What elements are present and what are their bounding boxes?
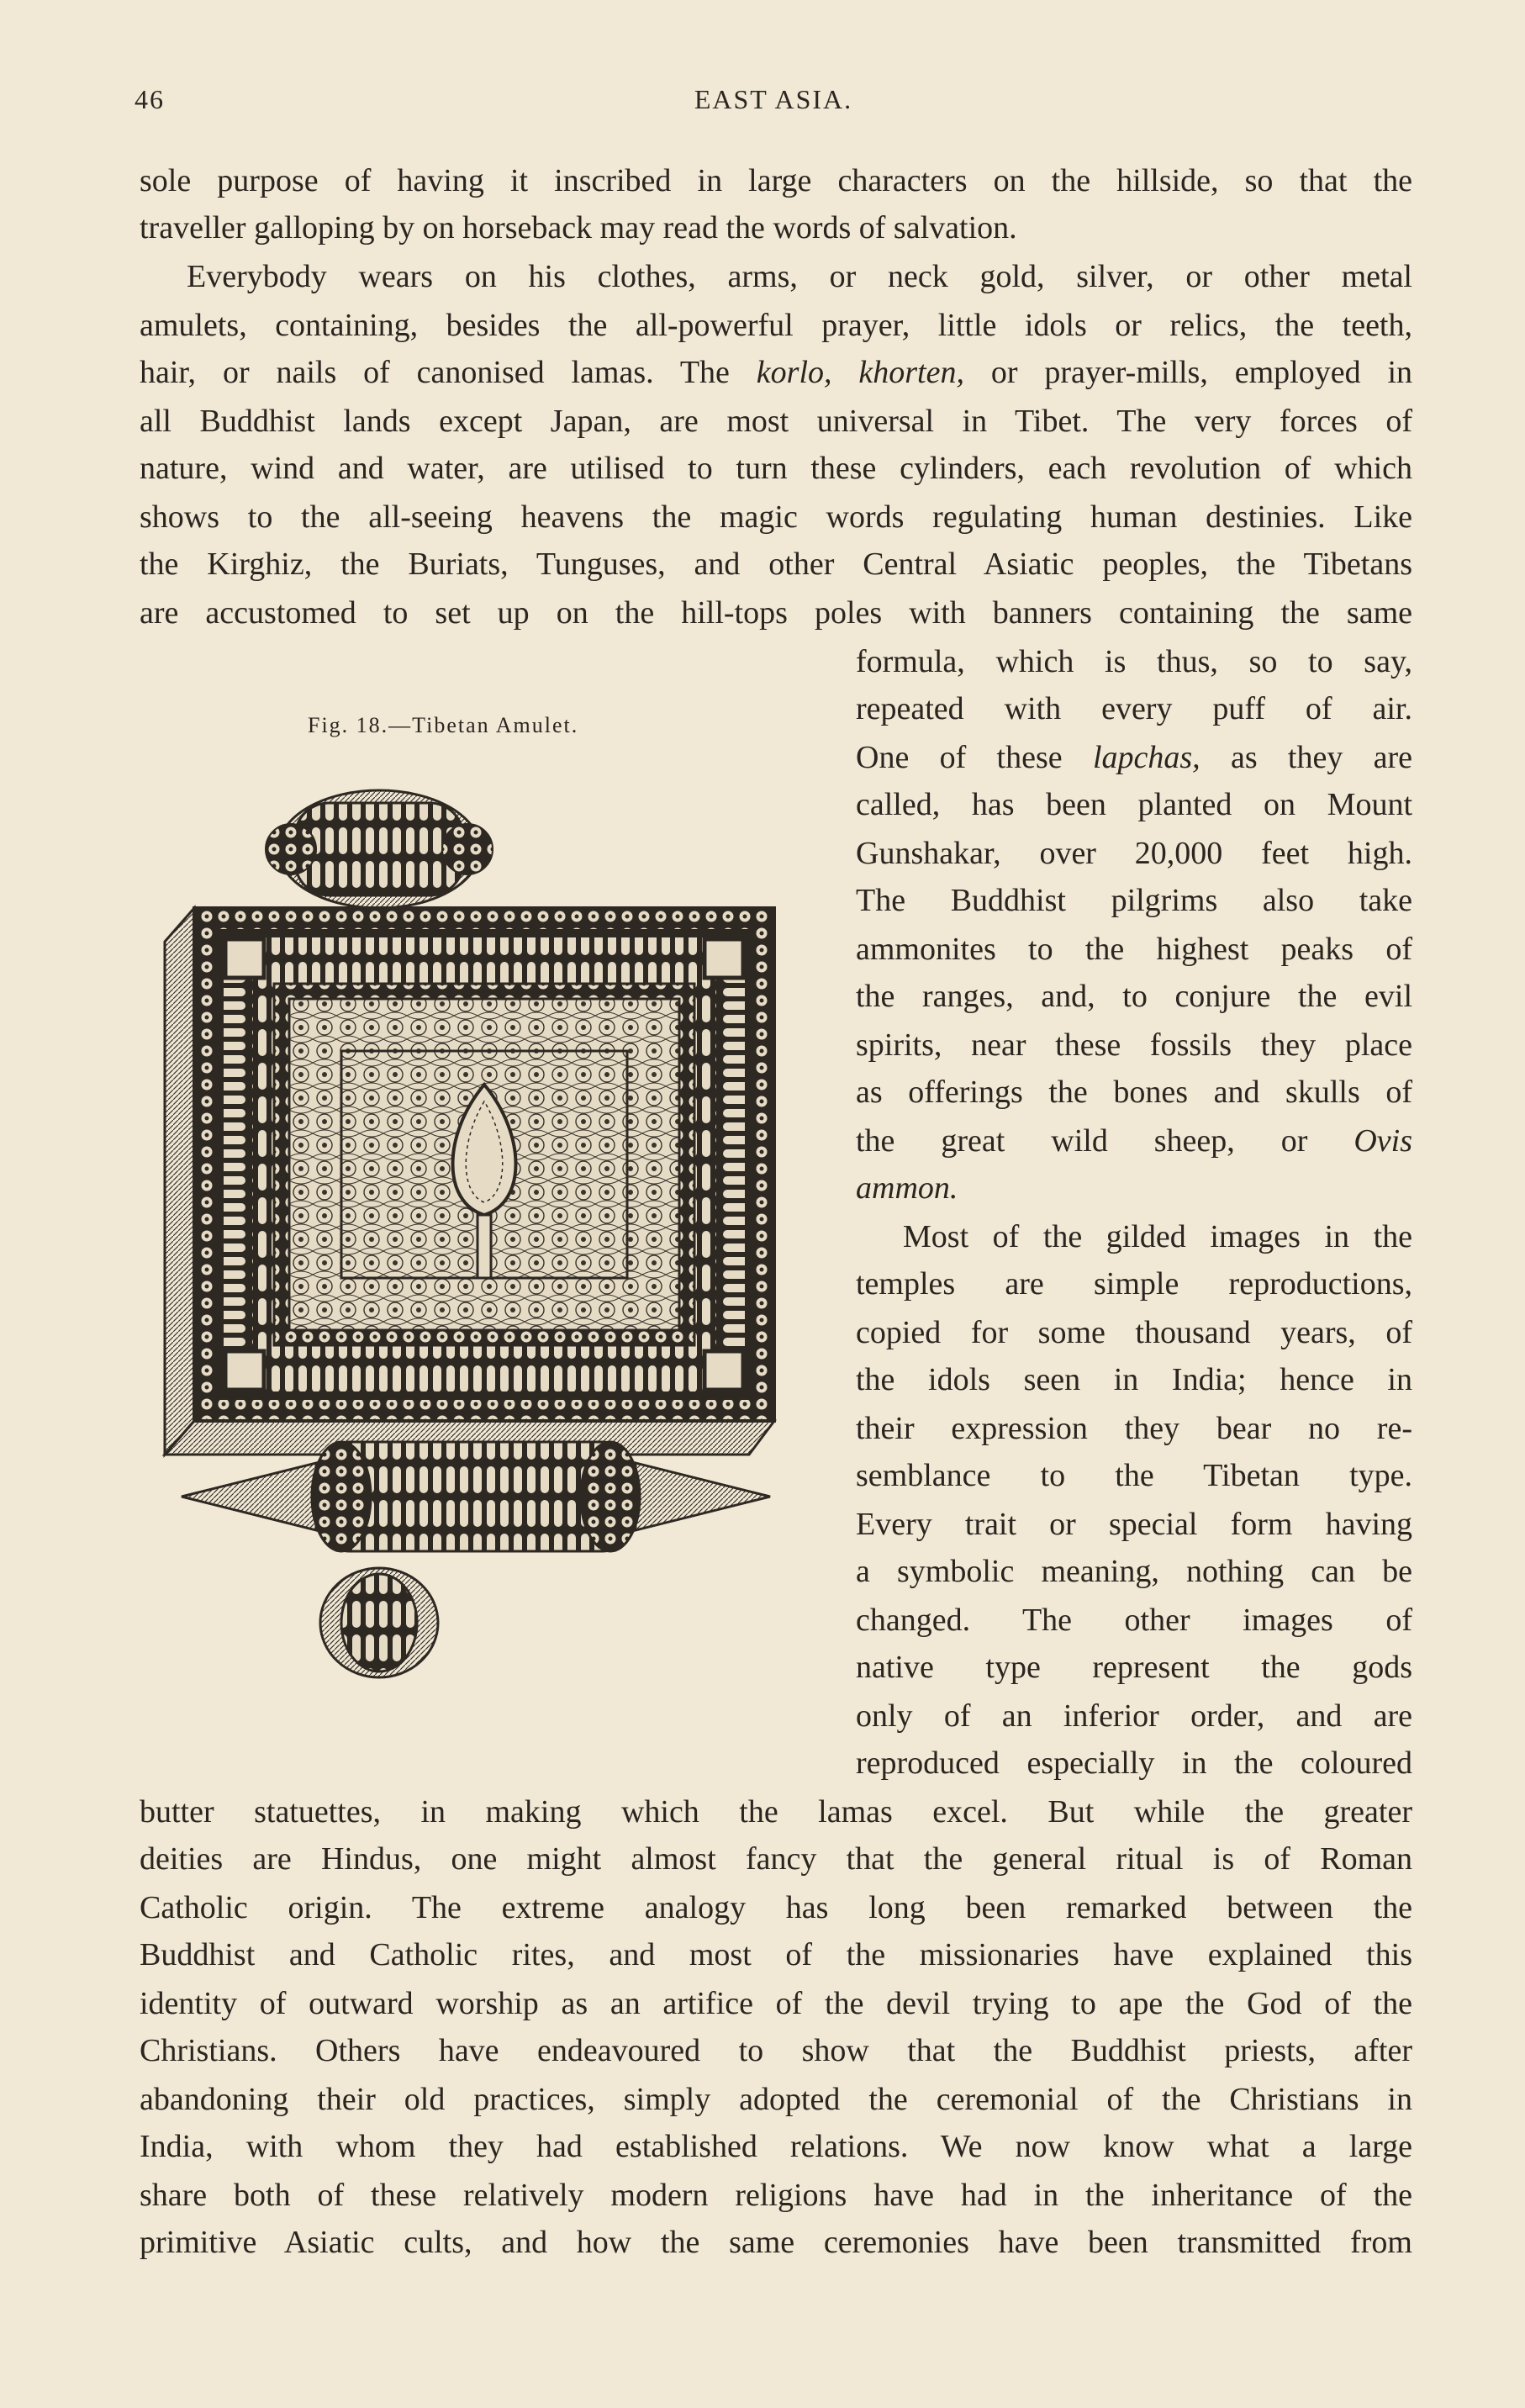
text-segment: or prayer-mills, employed in	[990, 355, 1413, 390]
top-ring	[266, 790, 493, 908]
text-line: butter statuettes, in making which the lamas excel. But while the greater	[140, 1794, 1412, 1830]
text-line: nature, wind and water, are utilised to turn these cylinders, each revolution of which	[140, 451, 1412, 486]
text-line: deities are Hindus, one might almost fancy that the general ritual is of Roman	[140, 1841, 1412, 1877]
text-line: as offerings the bones and skulls of	[856, 1075, 1412, 1110]
text-line: Everybody wears on his clothes, arms, or neck gold, silver, or other metal	[187, 259, 1412, 294]
text-line: shows to the all-seeing heavens the magic words regulating human destinies. Like	[140, 499, 1412, 535]
text-line	[140, 348, 1412, 397]
text-segment: hair, or nails of canonised lamas. The	[140, 355, 730, 390]
text-line: formula, which is thus, so to say,	[856, 644, 1412, 679]
text-line: only of an inferior order, and are	[856, 1698, 1412, 1734]
text-segment: as they are	[1230, 740, 1413, 775]
text-line: all Buddhist lands except Japan, are most universal in Tibet. The very forces of	[140, 404, 1412, 439]
text-line: the ranges, and, to conjure the evil	[856, 979, 1412, 1014]
page-header	[135, 84, 1412, 126]
text-line: Every trait or special form having	[856, 1507, 1412, 1542]
text-line: are accustomed to set up on the hill-tops poles with banners containing the same	[140, 595, 1412, 631]
italic-term: Ovis	[1354, 1123, 1412, 1159]
text-line: Buddhist and Catholic rites, and most of the missionaries have explained this	[140, 1937, 1412, 1972]
figure-caption: Fig. 18.—Tibetan Amulet.	[308, 713, 579, 737]
bottom-bar	[182, 1442, 770, 1551]
page-number: 46	[135, 84, 165, 114]
text-line: abandoning their old practices, simply adopted the ceremonial of the Christians in	[140, 2082, 1412, 2117]
italic-term: ammon.	[856, 1170, 958, 1206]
text-line: copied for some thousand years, of	[856, 1315, 1412, 1350]
text-line: Christians. Others have endeavoured to show that the Buddhist priests, after	[140, 2033, 1412, 2068]
text-line: the idols seen in India; hence in	[856, 1362, 1412, 1397]
tibetan-amulet-illustration	[148, 757, 804, 1715]
box-side	[165, 908, 194, 1455]
text-line: share both of these relatively modern religions have had in the inheritance of the	[140, 2178, 1412, 2213]
text-line: traveller galloping by on horseback may read the words of salvation.	[140, 210, 1017, 246]
text-line: repeated with every puff of air.	[856, 691, 1412, 726]
text-line: sole purpose of having it inscribed in large characters on the hillside, so that the	[140, 163, 1412, 198]
box-front	[194, 908, 774, 1421]
text-line	[856, 1164, 1412, 1212]
text-line: India, with whom they had established relations. We now know what a large	[140, 2129, 1412, 2164]
text-line: semblance to the Tibetan type.	[856, 1458, 1412, 1493]
text-line: amulets, containing, besides the all-powerful prayer, little idols or relics, the teeth,	[140, 308, 1412, 343]
text-line	[856, 1117, 1412, 1165]
text-line: their expression they bear no re-	[856, 1411, 1412, 1446]
text-line: ammonites to the highest peaks of	[856, 932, 1412, 967]
bottom-ring	[320, 1568, 438, 1677]
text-line: Most of the gilded images in the	[903, 1219, 1412, 1254]
italic-term: korlo, khorten,	[756, 355, 964, 390]
text-line: native type represent the gods	[856, 1650, 1412, 1685]
text-line: called, has been planted on Mount	[856, 787, 1412, 822]
text-line: spirits, near these fossils they place	[856, 1027, 1412, 1063]
text-line: Catholic origin. The extreme analogy has long been remarked between the	[140, 1890, 1412, 1925]
text-line: identity of outward worship as an artifice of the devil trying to ape the God of the	[140, 1986, 1412, 2021]
text-line: primitive Asiatic cults, and how the same ceremonies have been transmitted from	[140, 2225, 1412, 2260]
text-segment: the great wild sheep, or	[856, 1123, 1308, 1159]
italic-term: lapchas,	[1092, 740, 1200, 775]
text-line: temples are simple reproductions,	[856, 1266, 1412, 1302]
text-segment: One of these	[856, 740, 1063, 775]
text-line: the Kirghiz, the Buriats, Tunguses, and other Central Asiatic peoples, the Tibetans	[140, 547, 1412, 582]
running-head: EAST ASIA.	[694, 84, 853, 114]
text-line	[856, 733, 1412, 782]
text-line: reproduced especially in the coloured	[856, 1745, 1412, 1781]
text-line: Gunshakar, over 20,000 feet high.	[856, 836, 1412, 871]
text-line: a symbolic meaning, nothing can be	[856, 1554, 1412, 1589]
text-line: changed. The other images of	[856, 1603, 1412, 1638]
text-line: The Buddhist pilgrims also take	[856, 883, 1412, 918]
